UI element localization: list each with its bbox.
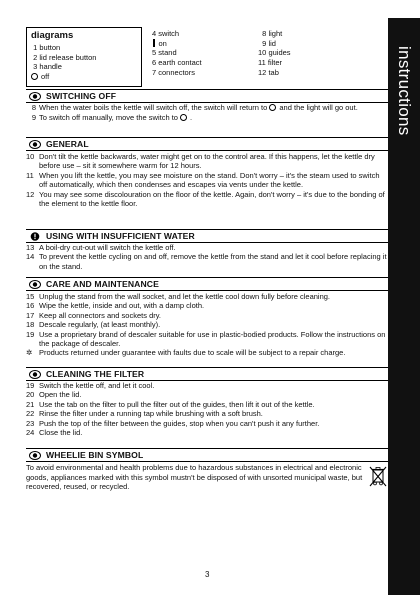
list-item: 14 To prevent the kettle cycling on and off, remove the kettle from the stand and let it cool before replacing it on the stand. (26, 252, 387, 271)
list-item: 5 stand (152, 48, 177, 58)
section-title: CARE AND MAINTENANCE (46, 279, 159, 289)
list-item: 11 When you lift the kettle, you may see moisture on the stand. Don't worry – it's the steam used to switch off automatically, which then condenses and escapes via vents under the kettle. (26, 170, 380, 190)
section-body-insufficient-water (26, 243, 388, 271)
section-body-care (26, 292, 388, 358)
eye-icon (29, 280, 41, 289)
list-item: 8 light (262, 29, 283, 38)
list-item: 7 connectors (152, 67, 195, 77)
section-body-weee: To avoid environmental and health problems due to hazardous substances in electrical and electronic goods, appliances marked with this symbol mustn't be disposed of with unsorted municipal waste, but recovered, reused, or recycled. (26, 463, 363, 492)
list-item: 22 Rinse the filter under a running tap while brushing with a soft brush. (26, 409, 263, 419)
list-item: 1 button (33, 43, 61, 52)
wheelie-bin-icon (369, 466, 387, 488)
list-item: 12 You may see some discolouration on the floor of the kettle. Again, don't worry – it's due to the bonding of the element to the kettle floor. (26, 189, 385, 209)
list-item: 4 switch (152, 29, 180, 38)
list-item: 9 lid (262, 38, 276, 48)
list-item: 6 earth contact (152, 58, 202, 68)
side-tab (388, 18, 420, 595)
list-item: 16 Wipe the kettle, inside and out, with a damp cloth. (26, 301, 205, 311)
list-item: 19 Switch the kettle off, and let it cool. (26, 381, 155, 390)
list-item: 13 A boil-dry cut-out will switch the kettle off. (26, 243, 176, 252)
list-item: 3 handle (33, 62, 62, 72)
list-item: 21 Use the tab on the filter to pull the filter out of the guides, then lift it out of the kettle. (26, 399, 315, 409)
list-item: 20 Open the lid. (26, 390, 82, 400)
list-item: 18 Descale regularly, (at least monthly). (26, 320, 161, 330)
section-header-switching-off (26, 89, 388, 103)
section-header-insufficient-water (26, 229, 388, 243)
off-ring-icon (31, 73, 38, 80)
list-item: 15 Unplug the stand from the wall socket, and let the kettle cool down fully before cleaning. (26, 292, 331, 301)
list-item: 19 Use a proprietary brand of descaler suitable for use in plastic-bodied products. Follow the instructions on the package of descaler. (26, 329, 386, 349)
section-header-general (26, 137, 388, 151)
section-body-switching-off (26, 103, 388, 123)
section-title: CLEANING THE FILTER (46, 369, 145, 379)
eye-icon (29, 370, 41, 379)
diagrams-title: diagrams (31, 30, 74, 41)
warning-icon (29, 232, 41, 241)
list-item: 10 Don't tilt the kettle backwards, water might get on to the control area. If this happens, let the kettle dry before use – sit it somewhere warm for 12 hours. (26, 152, 375, 171)
section-title: GENERAL (46, 139, 89, 149)
section-header-filter (26, 367, 388, 381)
section-body-filter (26, 381, 388, 437)
list-item: 24 Close the lid. (26, 428, 83, 438)
guarantee-note: ✲ Products returned under guarantee with faults due to scale will be subject to a repair charge. (26, 348, 346, 358)
list-item: 12 tab (258, 67, 279, 77)
section-body-general (26, 152, 388, 208)
diagrams-col1 (31, 43, 137, 82)
section-header-weee (26, 448, 388, 462)
list-item: 10 guides (258, 48, 291, 58)
eye-icon (29, 92, 41, 101)
on-bar-icon (153, 39, 155, 47)
section-title: WHEELIE BIN SYMBOL (46, 450, 144, 460)
list-item: on (152, 39, 202, 49)
list-item: 2 lid release button (33, 52, 97, 62)
eye-icon (29, 451, 41, 460)
gear-icon: ✲ (26, 348, 33, 358)
list-item: 8 When the water boils the kettle will switch off, the switch will return to and the light will go out. (31, 103, 358, 112)
list-item: 23 Push the top of the filter between the guides, stop when you can't push it any further. (26, 418, 320, 428)
list-item: 11 filter (258, 58, 283, 68)
eye-icon (29, 140, 41, 149)
diagrams-col2 (152, 29, 202, 78)
off-ring-icon (269, 104, 276, 111)
page-number: 3 (205, 570, 210, 579)
list-item: 17 Keep all connectors and sockets dry. (26, 310, 162, 320)
list-item: off (31, 72, 137, 82)
section-title: SWITCHING OFF (46, 91, 117, 101)
section-header-care (26, 277, 388, 291)
off-ring-icon (180, 114, 187, 121)
list-item: 9 To switch off manually, move the switch to . (31, 113, 193, 123)
side-tab-label: instructions (395, 46, 414, 136)
section-title: USING WITH INSUFFICIENT WATER (46, 231, 195, 241)
diagrams-box (26, 27, 142, 87)
diagrams-col3 (258, 29, 328, 78)
